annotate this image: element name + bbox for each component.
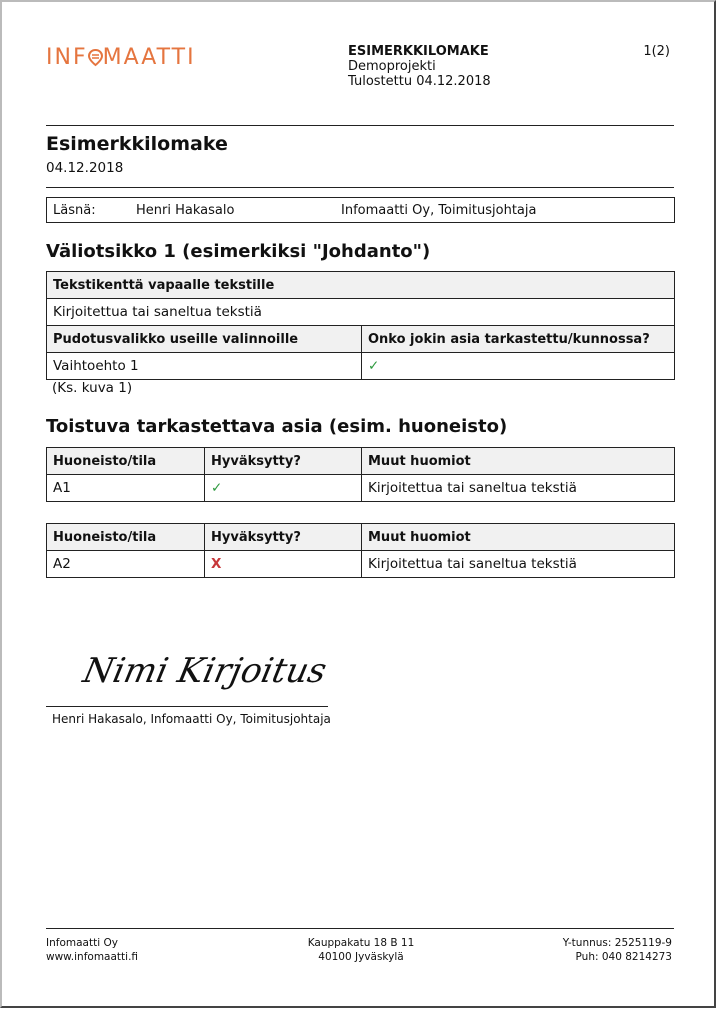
footer-company: Infomaatti Oy [46, 937, 118, 949]
dropdown-header: Pudotusvalikko useille valinnoille [47, 326, 362, 353]
footer-right [563, 936, 672, 964]
infomaatti-logo [46, 45, 196, 70]
signature-caption: Henri Hakasalo, Infomaatti Oy, Toimitusjohtaja [52, 712, 331, 726]
footer-website[interactable]: www.infomaatti.fi [46, 951, 139, 963]
logo-text-part2: MAATTI [102, 45, 196, 70]
footer-business-id: Y-tunnus: 2525119-9 [562, 937, 672, 949]
title-divider [46, 187, 674, 188]
col-room-header: Huoneisto/tila [47, 524, 205, 551]
col-room-header: Huoneisto/tila [47, 448, 205, 475]
document-date: 04.12.2018 [46, 160, 124, 176]
check-header: Onko jokin asia tarkastettu/kunnossa? [362, 326, 675, 353]
free-text-header: Tekstikenttä vapaalle tekstille [47, 272, 675, 299]
notes-cell[interactable]: Kirjoitettua tai saneltua tekstiä [362, 551, 675, 578]
doc-type: ESIMERKKILOMAKE [348, 44, 489, 59]
footer-divider [46, 928, 674, 929]
logo-pin-icon [88, 49, 103, 66]
footer-postal: 40100 Jyväskylä [318, 951, 404, 963]
handwritten-signature [79, 642, 330, 702]
footer-center [261, 936, 461, 964]
footer-left [46, 936, 138, 964]
signature-line [46, 706, 328, 707]
attendee-org: Infomaatti Oy, Toimitusjohtaja [341, 203, 537, 218]
room-table-1 [46, 447, 675, 502]
col-approved-header: Hyväksytty? [205, 524, 362, 551]
room-cell[interactable]: A1 [47, 475, 205, 502]
col-notes-header: Muut huomiot [362, 448, 675, 475]
header-info [348, 44, 491, 89]
rejected-x-icon[interactable]: X [205, 551, 362, 578]
dropdown-value[interactable]: Vaihtoehto 1 [47, 353, 362, 380]
notes-cell[interactable]: Kirjoitettua tai saneltua tekstiä [362, 475, 675, 502]
section1-title: Väliotsikko 1 (esimerkiksi "Johdanto") [46, 241, 431, 262]
attendee-name: Henri Hakasalo [136, 203, 235, 218]
document-title: Esimerkkilomake [46, 133, 228, 155]
section2-title: Toistuva tarkastettava asia (esim. huoneisto) [46, 416, 508, 437]
page-number: 1(2) [643, 44, 670, 59]
footer-street: Kauppakatu 18 B 11 [307, 937, 415, 949]
attendees-box [46, 197, 675, 223]
footer-phone: Puh: 040 8214273 [575, 951, 672, 963]
project-name: Demoprojekti [348, 59, 436, 74]
free-text-value[interactable]: Kirjoitettua tai saneltua tekstiä [47, 299, 675, 326]
attendees-label: Läsnä: [53, 203, 96, 218]
signature-script: Nimi Kirjoitus [79, 651, 330, 691]
section1-table [46, 271, 675, 380]
header-divider [46, 125, 674, 126]
room-table-2 [46, 523, 675, 578]
check-mark-icon[interactable]: ✓ [362, 353, 675, 380]
figure-reference: (Ks. kuva 1) [52, 380, 133, 396]
printed-date: Tulostettu 04.12.2018 [348, 74, 491, 89]
col-approved-header: Hyväksytty? [205, 448, 362, 475]
logo-text-part1: INF [46, 45, 88, 70]
room-cell[interactable]: A2 [47, 551, 205, 578]
approved-check-icon[interactable]: ✓ [205, 475, 362, 502]
col-notes-header: Muut huomiot [362, 524, 675, 551]
